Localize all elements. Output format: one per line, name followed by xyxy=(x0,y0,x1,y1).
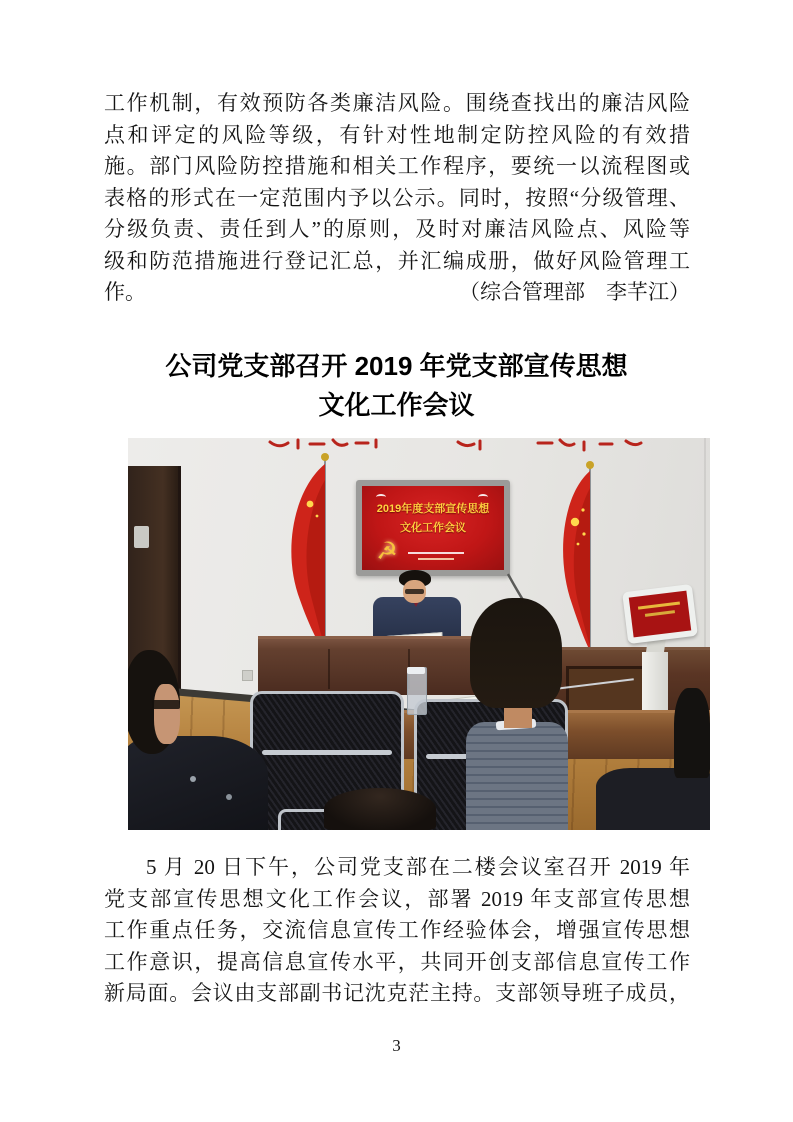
slide-title-line-2: 文化工作会议 xyxy=(400,522,466,534)
headline-line-1: 公司党支部召开 2019 年党支部宣传思想 xyxy=(165,351,628,381)
flag-right-icon xyxy=(563,461,594,666)
paragraph-meeting-report xyxy=(104,852,690,1010)
attendee-left-face xyxy=(154,684,180,744)
desk-panel-groove xyxy=(328,649,330,689)
paragraph-line: 分级负责、责任到人”的原则，及时对廉洁风险点、风险等 xyxy=(104,217,690,241)
chair-chrome-bar xyxy=(262,750,392,755)
paragraph-line: 新局面。会议由支部副书记沈克茫主持。支部领导班子成员， xyxy=(104,981,690,1005)
attendee-center-head xyxy=(324,788,436,830)
kiosk-screen xyxy=(622,584,698,644)
paragraph-risk-management xyxy=(104,88,690,309)
paragraph-line: 5 月 20 日下午，公司党支部在二楼会议室召开 2019 年 xyxy=(146,855,690,879)
article-headline xyxy=(0,347,793,425)
speaker-glasses xyxy=(405,589,424,594)
kiosk-text-line xyxy=(638,602,680,610)
wall-tv xyxy=(356,480,510,576)
paragraph-line: 施。部门风险防控措施和相关工作程序，要统一以流程图或 xyxy=(104,154,690,178)
paragraph-line: 工作机制，有效预防各类廉洁风险。围绕查找出的廉洁风险 xyxy=(104,91,690,115)
paragraph-line: 工作意识，提高信息宣传水平，共同开创支部信息宣传工作 xyxy=(104,949,690,974)
paragraph-line: 工作重点任务，交流信息宣传工作经验体会，增强宣传思想 xyxy=(104,918,690,942)
attendee-right-head xyxy=(470,598,562,708)
attendee-right-shirt xyxy=(466,722,568,830)
paragraph-line: 级和防范措施进行登记汇总，并汇编成册，做好风险管理工 xyxy=(104,248,690,273)
tv-screen-slide xyxy=(362,486,504,570)
glass-lid xyxy=(407,667,425,674)
kiosk-display xyxy=(629,591,691,638)
headline-line-2: 文化工作会议 xyxy=(318,390,475,420)
paragraph-line: 表格的形式在一定范围内予以公示。同时，按照“分级管理、 xyxy=(104,185,690,210)
attendee-left-glasses xyxy=(152,700,180,709)
jacket-zipper xyxy=(190,776,196,782)
meeting-photo xyxy=(128,438,710,830)
kiosk-text-line xyxy=(645,610,675,617)
paragraph-line-end: 作。 xyxy=(104,280,146,304)
jacket-zipper xyxy=(226,794,232,800)
paragraph-line: 党支部宣传思想文化工作会议，部署 2019 年支部宣传思想 xyxy=(104,886,690,911)
author-signature: （综合管理部 李芊江） xyxy=(459,280,690,304)
slide-caption-line xyxy=(418,558,454,560)
slide-caption-line xyxy=(408,552,464,554)
paragraph-last-line xyxy=(104,277,690,309)
page-number: 3 xyxy=(392,1036,401,1055)
slide-title-line-1: 2019年度支部宣传思想 xyxy=(376,503,490,515)
water-glass xyxy=(407,667,427,715)
paragraph-line: 点和评定的风险等级，有针对性地制定防控风险的有效措 xyxy=(104,122,690,147)
party-emblem-icon: ☭ xyxy=(376,537,398,565)
attendee-far-right-head xyxy=(674,688,710,778)
